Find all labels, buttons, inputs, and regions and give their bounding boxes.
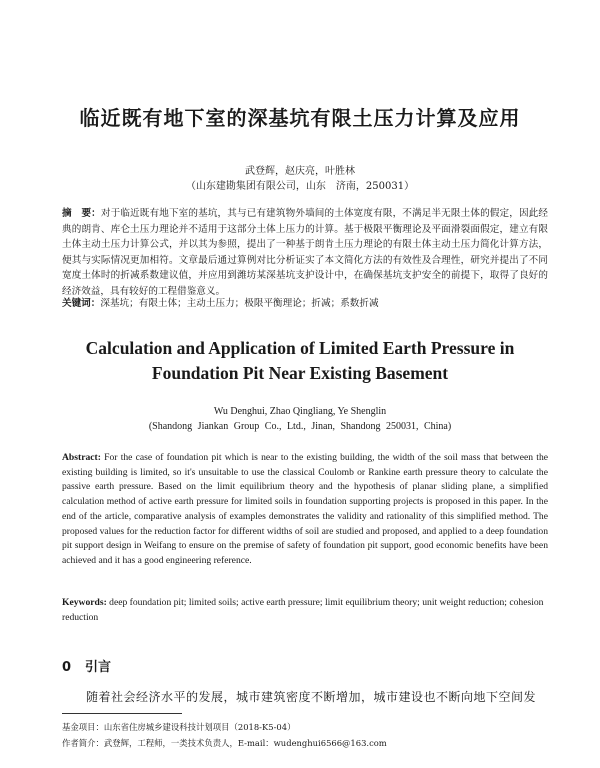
authors-english: Wu Denghui, Zhao Qingliang, Ye Shenglin [213, 406, 387, 417]
abstract-chinese-text: 对于临近既有地下室的基坑，其与已有建筑物外墙间的土体宽度有限，不满足半无限土体的假定，因此经典的朗肯、库仑土压力理论并不适用于这部分土体上压力的计算。基于极限平衡理论及平面滑裂面假定，建立有限土体主动土压力计算公式，并以其为参照，提出了一种基于朗肯土压力理论的有限土体主动土压力简化计算方法，便其与实际情况更加相符。文章最后通过算例对比分析证实了本文简化方法的有效性及合理性，研究并提出了不同宽度土体时的折减系数建议值，并应用到潍坊某深基坑支护设计中，在确保基坑支护安全的前提下，取得了良好的经济效益，具有较好的工程借鉴意义。 [62, 208, 548, 297]
title-english-line-1: Calculation and Application of Limited Earth Pressure in [85, 338, 515, 358]
abstract-chinese-label: 摘 要： [62, 208, 101, 219]
abstract-english-text: For the case of foundation pit which is near to the existing building, the width of the soil mass that between the existing building is limited, so it's unsuitable to use the classical Coulomb or Rankine earth pressure theory to calculate the passive earth pressure. Based on the limit equilibrium theory and the hypothesis of planar sliding plane, a simplified calculation method of active earth pressure for limited soils in foundation supporting projects is proposed in this paper. In the end of the article, comparative analysis of examples demonstrates the validity and rationality of this simplified method. The proposed values for the reduction factor for different widths of soil are studied and proposed, and applied to a deep foundation pit support design in Weifang to ensure on the premise of safety of foundation pit support, good economic benefits have been achieved and it has a good engineering reference. [62, 452, 548, 566]
authors-chinese: 武登辉，赵庆亮，叶胜林 [245, 166, 355, 177]
keywords-english [62, 596, 548, 625]
section-title: 引言 [85, 660, 112, 675]
title-english [0, 336, 600, 386]
keywords-chinese [62, 297, 548, 311]
footnote-funding: 基金项目：山东省住房城乡建设科技计划项目（2018-K5-04） [62, 722, 296, 732]
keywords-english-text: deep foundation pit; limited soils; active earth pressure; limit equilibrium theory; unit weight reduction; cohesion reduction [62, 597, 544, 623]
section-heading-introduction [62, 656, 111, 675]
keywords-chinese-label: 关键词： [62, 298, 101, 309]
footnote-divider [62, 713, 182, 714]
body-paragraph: 随着社会经济水平的发展，城市建筑密度不断增加，城市建设也不断向地下空间发 [86, 690, 537, 704]
keywords-english-label: Keywords: [62, 597, 107, 608]
affiliation-chinese: （山东建勘集团有限公司，山东 济南，250031） [185, 181, 415, 192]
abstract-english [62, 451, 548, 569]
footnote-author-bio: 作者简介：武登辉，工程师，一类技术负责人，E-mail：wudenghui6566@163.com [62, 738, 387, 748]
title-english-line-2: Foundation Pit Near Existing Basement [151, 363, 449, 383]
abstract-chinese [62, 206, 548, 299]
affiliation-english: (Shandong Jiankan Group Co., Ltd., Jinan, Shandong 250031, China) [148, 421, 452, 432]
keywords-chinese-text: 深基坑；有限土体；主动土压力；极限平衡理论；折减；系数折减 [100, 298, 379, 309]
title-chinese: 临近既有地下室的深基坑有限土压力计算及应用 [79, 106, 521, 130]
abstract-english-label: Abstract: [62, 452, 101, 463]
section-number: 0 [62, 660, 72, 675]
